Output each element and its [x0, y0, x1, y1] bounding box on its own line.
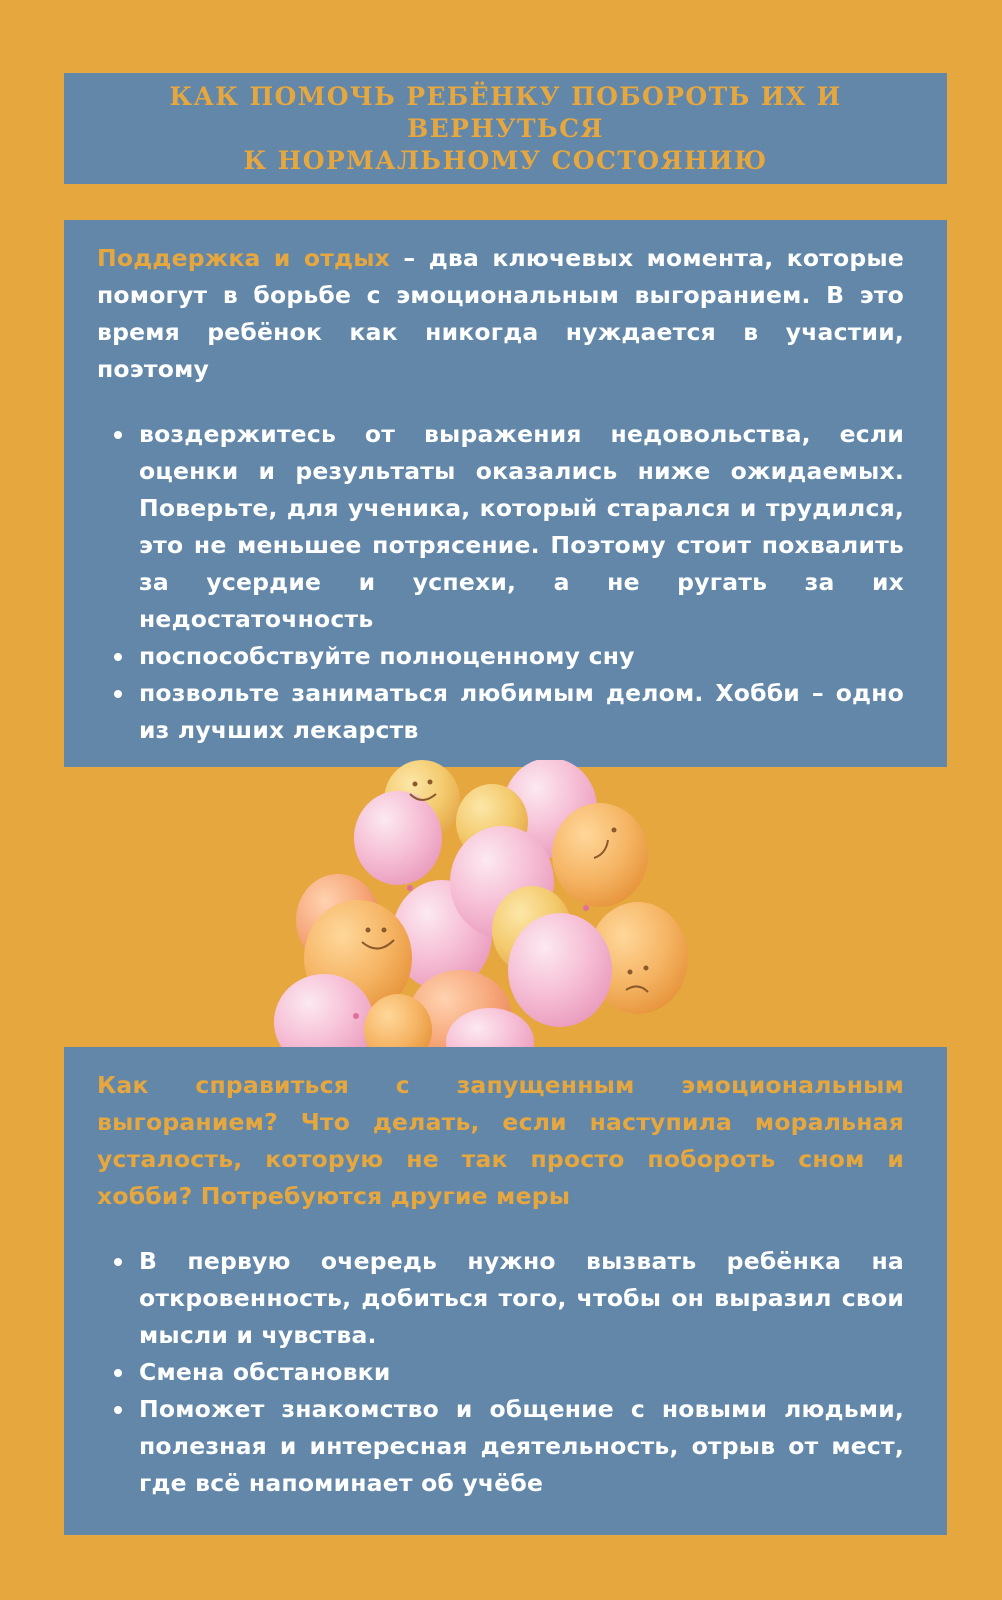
support-intro-accent: Поддержка и отдых [97, 244, 391, 272]
bullet-icon [114, 1258, 122, 1266]
support-intro-text: – два ключевых момента, которые помогут в борьбе с эмоциональным выгоранием. В это время ребёнок как никогда нуждается в участии, поэтому [97, 244, 905, 383]
list-item [139, 1354, 904, 1391]
recovery-intro: Как справиться с запущенным эмоциональным выгоранием? Что делать, если наступила моральная усталость, которую не так просто побороть сном и хобби? Потребуются другие меры [97, 1071, 904, 1210]
list-item-text: воздержитесь от выражения недовольства, если оценки и результаты оказались ниже ожидаемых. Поверьте, для ученика, который старался и трудился, это не меньшее потрясение. Поэтому стоит похвалить за усердие и успехи, а не ругать за их недостаточность [139, 420, 904, 633]
bullet-icon [114, 1369, 122, 1377]
support-list [97, 416, 904, 749]
balloon-pink-icon [354, 791, 442, 885]
bullet-icon [114, 1406, 122, 1414]
bullet-icon [114, 653, 122, 661]
page-title [64, 81, 947, 177]
title-banner [64, 73, 947, 184]
list-item-text: Поможет знакомство и общение с новыми людьми, полезная и интересная деятельность, отрыв от мест, где всё напоминает об учёбе [139, 1395, 904, 1497]
list-item-text: поспособствуйте полноценному сну [139, 642, 635, 670]
title-line-1: КАК ПОМОЧЬ РЕБЁНКУ ПОБОРОТЬ ИХ И ВЕРНУТЬСЯ [169, 81, 842, 143]
support-section [64, 220, 947, 767]
support-intro [97, 240, 904, 388]
list-item-text: Смена обстановки [139, 1358, 391, 1386]
balloon-pink-icon [508, 913, 612, 1027]
balloons-illustration [270, 760, 720, 1050]
list-item-text: позвольте заниматься любимым делом. Хобби – одно из лучших лекарств [139, 679, 904, 744]
list-item [139, 675, 904, 749]
title-line-2: К НОРМАЛЬНОМУ СОСТОЯНИЮ [243, 145, 768, 175]
list-item [139, 1243, 904, 1354]
list-item [139, 638, 904, 675]
recovery-section [64, 1047, 947, 1535]
bullet-icon [114, 431, 122, 439]
list-item [139, 1391, 904, 1502]
bullet-icon [114, 690, 122, 698]
list-item [139, 416, 904, 638]
list-item-text: В первую очередь нужно вызвать ребёнка на откровенность, добиться того, чтобы он выразил свои мысли и чувства. [139, 1247, 904, 1349]
recovery-list [97, 1243, 904, 1502]
